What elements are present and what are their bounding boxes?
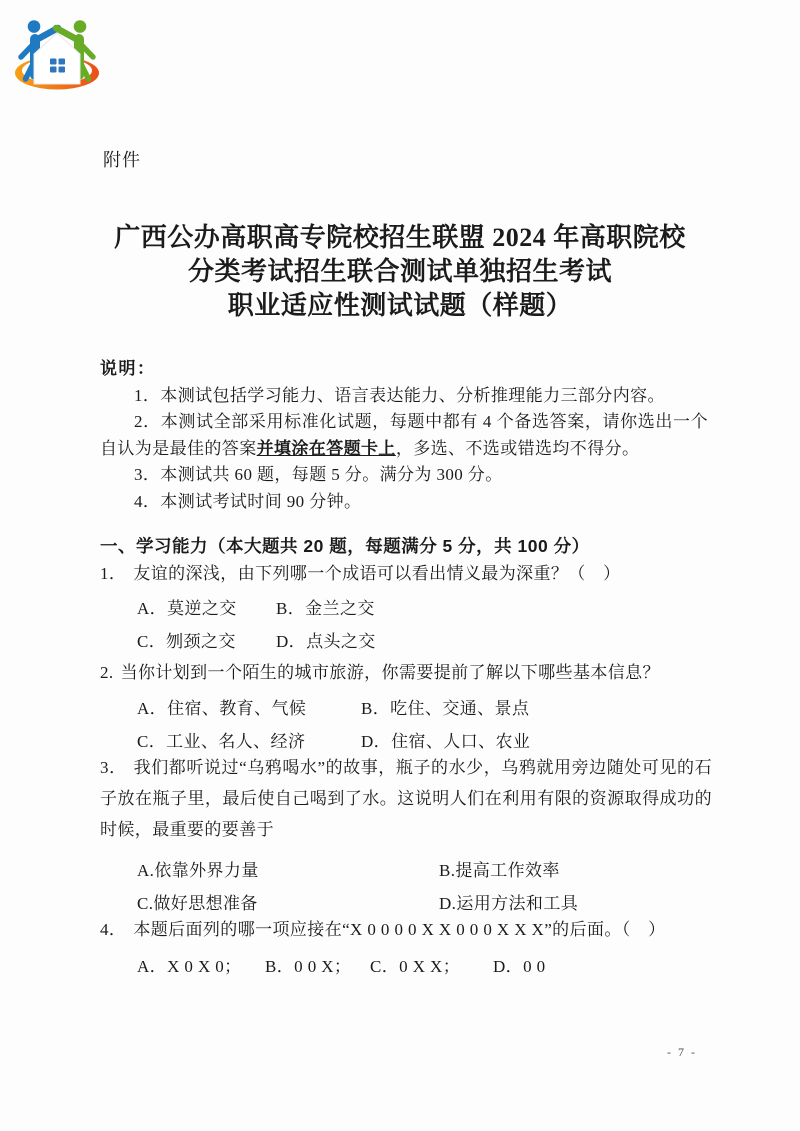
question-1-text xyxy=(100,558,712,589)
question-2-option-a: A．住宿、教育、气候 xyxy=(137,699,307,718)
instruction-item-2-suffix: ，多选、不选或错选均不得分。 xyxy=(395,438,640,458)
question-3-options xyxy=(137,854,712,920)
question-1-body: 友谊的深浅，由下列哪一个成语可以看出情义最为深重？（ ） xyxy=(133,564,621,583)
question-4-option-c: C．0 X X； xyxy=(370,957,461,976)
question-1 xyxy=(100,558,712,658)
document-title xyxy=(50,221,750,323)
question-1-option-d: D．点头之交 xyxy=(276,632,376,651)
question-3-option-a: A.依靠外界力量 xyxy=(137,861,259,880)
question-4-number: 4． xyxy=(100,920,127,939)
question-4 xyxy=(100,914,712,983)
question-1-option-b: B．金兰之交 xyxy=(276,599,375,618)
instruction-item-2-emphasis: 并填涂在答题卡上 xyxy=(256,438,396,458)
question-4-option-d: D．0 0 xyxy=(493,957,546,976)
question-2-text xyxy=(100,657,712,688)
attachment-label: 附件 xyxy=(103,150,141,170)
question-2-option-d: D．住宿、人口、农业 xyxy=(361,732,531,751)
question-3-text xyxy=(100,752,712,845)
question-1-number: 1． xyxy=(100,564,127,583)
instruction-item-1: 1．本测试包括学习能力、语言表达能力、分析推理能力三部分内容。 xyxy=(134,385,665,405)
question-4-text xyxy=(100,914,712,945)
question-3-option-c: C.做好思想准备 xyxy=(137,894,258,913)
instruction-item-4: 4．本测试考试时间 90 分钟。 xyxy=(134,491,362,511)
title-line-2: 分类考试招生联合测试单独招生考试 xyxy=(187,257,612,286)
question-3-body: 我们都听说过“乌鸦喝水”的故事，瓶子的水少，乌鸦就用旁边随处可见的石子放在瓶子里，最后使自己喝到了水。这说明人们在利用有限的资源取得成功的时候，最重要的要善于 xyxy=(100,758,712,839)
question-2-option-b: B．吃住、交通、景点 xyxy=(361,699,530,718)
section-1-heading: 一、学习能力（本大题共 20 题，每题满分 5 分，共 100 分） xyxy=(100,536,590,556)
title-line-1: 广西公办高职高专院校招生联盟 2024 年高职院校 xyxy=(114,223,686,252)
question-4-body: 本题后面列的哪一项应接在“X 0 0 0 0 X X 0 0 0 X X X”的后面。（ ） xyxy=(133,920,666,939)
question-1-option-a: A．莫逆之交 xyxy=(137,599,237,618)
question-3-option-d: D.运用方法和工具 xyxy=(439,894,579,913)
question-2 xyxy=(100,657,712,758)
question-2-body: 当你计划到一个陌生的城市旅游，你需要提前了解以下哪些基本信息？ xyxy=(120,663,660,682)
page-number: - 7 - xyxy=(667,1045,697,1059)
school-union-logo-icon xyxy=(12,13,102,95)
instruction-item-3: 3．本测试共 60 题，每题 5 分。满分为 300 分。 xyxy=(134,465,503,484)
question-4-option-a: A．X 0 X 0； xyxy=(137,957,242,976)
instruction-item-2-prefix: 2．本测试全部采用标准化试题，每题中都有 4 个备选答案，请你选出一个自认为是最佳的答案 xyxy=(100,412,708,458)
question-2-options xyxy=(137,692,712,758)
question-3 xyxy=(100,752,712,920)
instruction-item-2 xyxy=(100,409,708,462)
question-4-option-b: B．0 0 X； xyxy=(265,957,352,976)
instructions-heading: 说明： xyxy=(100,359,156,378)
question-3-number: 3． xyxy=(100,758,127,777)
question-3-option-b: B.提高工作效率 xyxy=(439,861,560,880)
question-1-option-c: C．刎颈之交 xyxy=(137,632,236,651)
question-1-options xyxy=(137,592,712,658)
question-2-option-c: C．工业、名人、经济 xyxy=(137,732,306,751)
question-2-number: 2. xyxy=(100,663,114,682)
title-line-3: 职业适应性测试试题（样题） xyxy=(227,291,573,320)
question-4-options xyxy=(137,950,712,983)
instructions-section xyxy=(100,356,708,515)
